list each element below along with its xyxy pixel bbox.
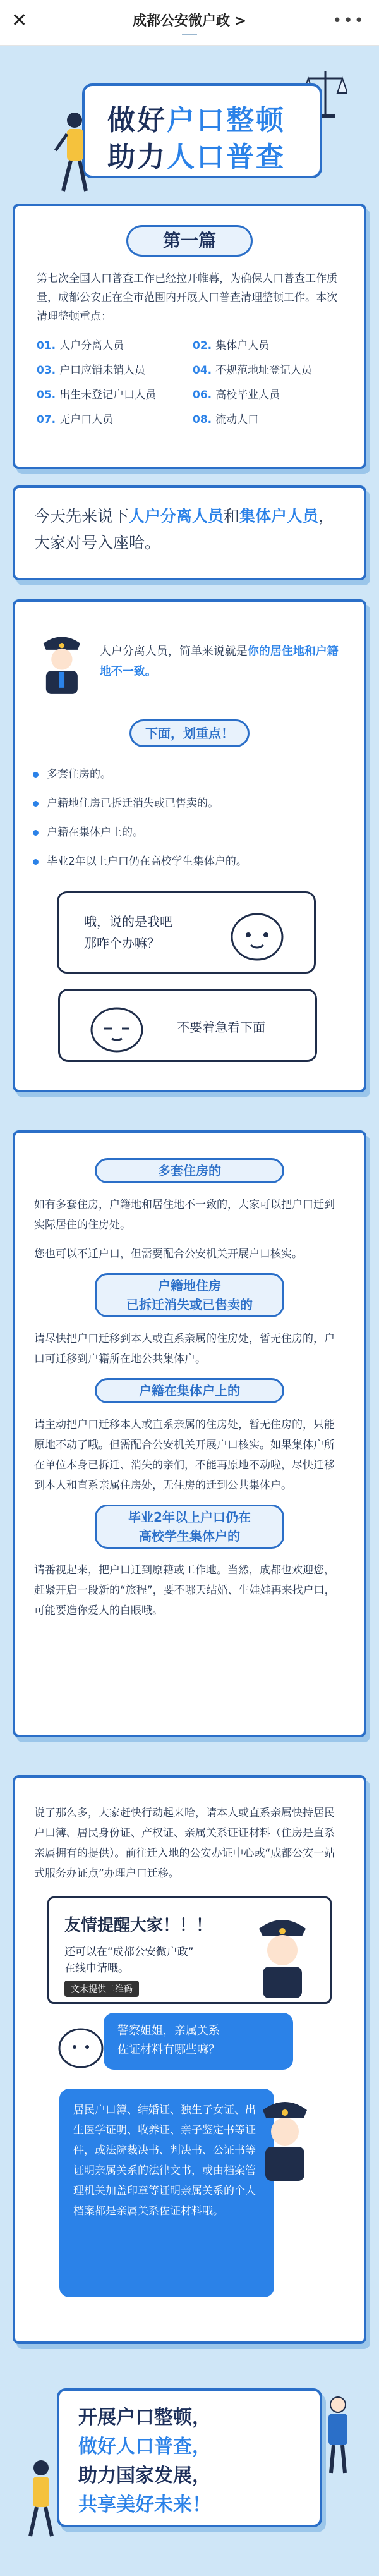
list-item: 05. 出生未登记户口人员 bbox=[37, 389, 157, 401]
cute-face-icon bbox=[226, 902, 289, 965]
blob-face-icon bbox=[56, 2022, 106, 2072]
closing-box bbox=[57, 2388, 322, 2527]
hero-banner bbox=[13, 46, 366, 204]
topic-card bbox=[13, 485, 366, 580]
thinking-face-icon bbox=[85, 999, 148, 1056]
officer-figure-icon bbox=[316, 2395, 360, 2477]
close-icon[interactable]: ✕ bbox=[11, 9, 28, 32]
list-item: 08. 流动人口 bbox=[193, 413, 259, 426]
list-item: 07. 无户口人员 bbox=[37, 413, 114, 426]
action-card bbox=[13, 1775, 366, 2344]
runner-figure-icon bbox=[51, 109, 95, 197]
top-bar bbox=[0, 0, 379, 46]
list-item: 06. 高校毕业人员 bbox=[193, 389, 280, 401]
subsection-band: 户籍地住房 已拆迁消失或已售卖的 bbox=[95, 1273, 284, 1317]
separation-card bbox=[13, 599, 366, 1092]
list-item: 毕业2年以上户口仍在高校学生集体户的。 bbox=[33, 847, 346, 876]
list-item: 户籍在集体户上的。 bbox=[33, 818, 346, 847]
paragraph: 请主动把户口迁移本人或直系亲属的住房处，暂无住房的，只能原地不动了哦。但需配合公安机关开展户口核实。如果集体户所在单位本身已拆迁、消失的亲们，不能再原地不动啦，尽快迁移到本人和直系亲属住房处，无住房的迁到公共集体户。 bbox=[34, 1419, 335, 1492]
paragraph: 说了那么多，大家赶快行动起来哈，请本人或直系亲属快持居民户口簿、居民身份证、产权证、亲属关系证证材料（住房是直系亲属拥有的提供）。前往迁入地的公安办证中心或“成都公安一站式服务办证点”办理户口迁移。 bbox=[34, 1807, 335, 1880]
police-officer-icon bbox=[250, 2089, 320, 2183]
subsection-band: 多套住房的 bbox=[95, 1158, 284, 1183]
key-points-pill: 下面，划重点！ bbox=[129, 719, 250, 747]
qr-tag: 文末提供二维码 bbox=[64, 1981, 139, 1997]
reminder-text: 在线申请哦。 bbox=[64, 1962, 129, 1975]
list-item: 03. 户口应销未销人员 bbox=[37, 364, 146, 377]
reminder-title: 友情提醒大家！！！ bbox=[64, 1916, 213, 1935]
bubble-text: 哦，说的是我吧 那咋个办嘛？ bbox=[84, 914, 172, 951]
list-item: 户籍地住房已拆迁消失或已售卖的。 bbox=[33, 789, 346, 818]
policewoman-icon bbox=[248, 1905, 317, 1999]
list-item: 02. 集体户人员 bbox=[193, 339, 270, 352]
speech-bubble-answer bbox=[58, 989, 317, 1062]
runner-figure-icon bbox=[19, 2458, 63, 2540]
closing-banner bbox=[13, 2382, 366, 2553]
section-title: 第一篇 bbox=[126, 225, 253, 257]
hero-line-2: 助力人口普查 bbox=[107, 141, 286, 173]
closing-line: 助力国家发展， bbox=[78, 2465, 211, 2487]
closing-line: 共享美好未来！ bbox=[78, 2494, 211, 2516]
list-item: 04. 不规范地址登记人员 bbox=[193, 364, 313, 377]
details-card bbox=[13, 1130, 366, 1737]
article bbox=[0, 46, 379, 2553]
bubble-text: 不要着急看下面 bbox=[177, 1020, 265, 1035]
case-list bbox=[33, 760, 346, 876]
closing-line: 做好人口普查， bbox=[78, 2436, 211, 2458]
subsection-band: 户籍在集体户上的 bbox=[95, 1378, 284, 1403]
police-officer-icon bbox=[33, 621, 91, 703]
closing-line: 开展户口整顿， bbox=[78, 2407, 211, 2429]
subsection-band: 毕业2年以上户口仍在 高校学生集体户的 bbox=[95, 1505, 284, 1549]
separation-definition: 人户分离人员，简单来说就是你的居住地和户籍地不一致。 bbox=[99, 645, 339, 678]
paragraph: 请尽快把户口迁移到本人或直系亲属的住房处，暂无住房的，户口可迁移到户籍所在地公共集体户。 bbox=[34, 1333, 335, 1365]
intro-text: 第七次全国人口普查工作已经拉开帷幕，为确保人口普查工作质量，成都公安正在全市范围内开展人口普查清理整顿工作。本次清理整顿重点： bbox=[37, 272, 337, 323]
answer-bubble: 居民户口簿、结婚证、独生子女证、出生医学证明、收养证、亲子鉴定书等证件，或法院裁决书、判决书、公证书等证明亲属关系的法律文书，或由档案管理机关加盖印章等证明亲属关系的个人档案都是亲属关系佐证材料哦。 bbox=[59, 2089, 274, 2297]
title-underline bbox=[182, 34, 197, 35]
reminder-box bbox=[47, 1896, 332, 2004]
page-title[interactable]: 成都公安微户政 > bbox=[132, 13, 247, 29]
paragraph: 如有多套住房，户籍地和居住地不一致的，大家可以把户口迁到实际居住的住房处。 bbox=[34, 1199, 335, 1231]
focus-list bbox=[37, 336, 342, 426]
more-dots-icon[interactable]: ••• bbox=[332, 11, 365, 30]
list-item: 01. 人户分离人员 bbox=[37, 339, 124, 352]
list-item: 多套住房的。 bbox=[33, 760, 346, 789]
paragraph: 您也可以不迁户口，但需要配合公安机关开展户口核实。 bbox=[34, 1248, 303, 1261]
topic-text: 今天先来说下人户分离人员和集体户人员，大家对号入座哈。 bbox=[34, 507, 335, 552]
speech-bubble-question bbox=[57, 891, 316, 974]
paragraph: 请番视起来，把户口迁到原籍或工作地。当然，成都也欢迎您，赶紧开启一段新的“旅程”，要不哪天结婚、生娃娃再来找户口，可能要造你爱人的白眼哦。 bbox=[34, 1564, 335, 1617]
police-row bbox=[33, 621, 346, 703]
section-one-card bbox=[13, 204, 366, 469]
reminder-text: 还可以在“成都公安微户政” bbox=[64, 1946, 194, 1958]
question-bubble: 警察姐姐，亲属关系 佐证材料有哪些嘛？ bbox=[104, 2013, 293, 2070]
hero-line-1: 做好户口整顿 bbox=[107, 104, 286, 137]
